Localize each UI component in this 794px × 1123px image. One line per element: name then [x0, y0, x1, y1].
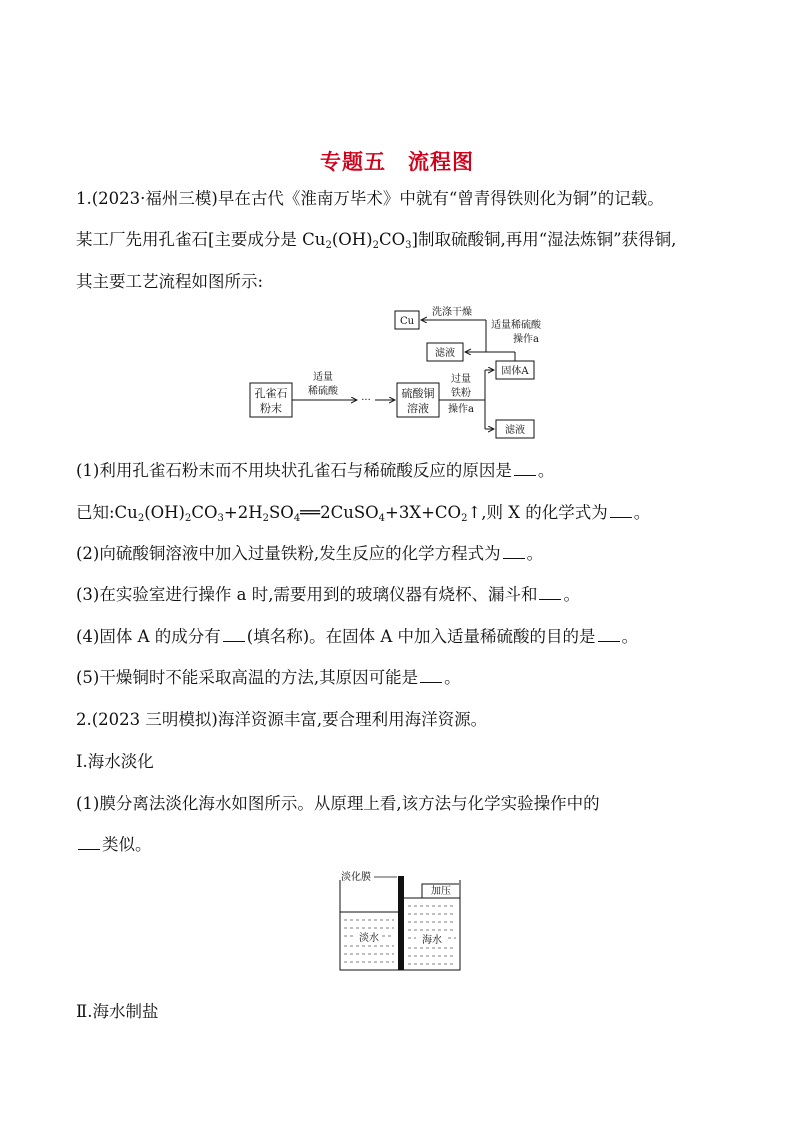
q2-sub1-line2: 类似。 [76, 834, 152, 856]
membrane [398, 876, 404, 970]
q2-sub1-line1: (1)膜分离法淡化海水如图所示。从原理上看,该方法与化学实验操作中的 [76, 794, 600, 813]
label-arrow4: 洗涤干燥 [432, 307, 472, 318]
label-arrow2-2: 铁粉 [451, 388, 471, 399]
q1-sub1: (1)利用孔雀石粉末而不用块状孔雀石与稀硫酸反应的原因是 。 [76, 461, 555, 480]
q1-sub4: (4)固体 A 的成分有 (填名称)。在固体 A 中加入适量稀硫酸的目的是 。 [76, 627, 639, 646]
label-arrow3-2: 操作a [513, 334, 539, 345]
label-arrow2-1: 过量 [451, 374, 471, 385]
answer-blank[interactable] [420, 668, 442, 683]
label-malachite-1: 孔雀石 [254, 387, 288, 400]
q1-intro-line3: 其主要工艺流程如图所示: [76, 272, 264, 291]
q1-sub3: (3)在实验室进行操作 a 时,需要用到的玻璃仪器有烧杯、漏斗和 。 [76, 585, 580, 604]
q1-intro-line2: 某工厂先用孔雀石[主要成分是 $Cu_2(OH)_2CO_3$]制取硫酸铜,再用“湿法炼铜”获得铜, [76, 230, 677, 251]
answer-blank[interactable] [539, 585, 561, 600]
q1-known-equation: 已知$:Cu_2(OH)_2CO_3+2H_2SO_4══2CuSO_4+3X+CO_2↑$,则 X 的化学式为 。 [76, 503, 651, 524]
label-malachite-2: 粉末 [260, 402, 282, 415]
label-arrow2-3: 操作a [448, 404, 474, 415]
answer-blank[interactable] [223, 627, 245, 642]
q2-section-2-heading: Ⅱ.海水制盐 [76, 1002, 159, 1021]
label-sea-water: 海水 [422, 935, 442, 946]
label-cuso4-1: 硫酸铜 [401, 387, 435, 400]
label-membrane: 淡化膜 [341, 872, 371, 883]
q2-section-1-heading: Ⅰ.海水淡化 [76, 752, 154, 771]
membrane-desalination-diagram [334, 868, 466, 978]
q2-intro: 2.(2023 三明模拟)海洋资源丰富,要合理利用海洋资源。 [76, 710, 488, 729]
answer-blank[interactable] [598, 627, 620, 642]
q1-sub5: (5)干燥铜时不能采取高温的方法,其原因可能是 。 [76, 668, 461, 687]
label-arrow1-2: 稀硫酸 [308, 386, 338, 397]
label-filtrate-top: 滤液 [435, 348, 455, 359]
label-arrow1-1: 适量 [313, 372, 333, 383]
label-fresh-water: 淡水 [359, 933, 379, 944]
label-arrow3-1: 适量稀硫酸 [491, 320, 541, 331]
label-pressure: 加压 [431, 886, 451, 897]
q1-intro-line1: 1.(2023·福州三模)早在古代《淮南万毕术》中就有“曾青得铁则化为铜”的记载。 [76, 189, 664, 208]
answer-blank[interactable] [610, 503, 632, 518]
label-cu: Cu [399, 316, 415, 327]
page-title: 专题五 流程图 [320, 150, 474, 174]
answer-blank[interactable] [503, 544, 525, 559]
label-filtrate-bottom: 滤液 [505, 425, 525, 436]
label-solid-a: 固体A [501, 366, 529, 377]
process-flowchart [240, 300, 570, 450]
answer-blank[interactable] [514, 461, 536, 476]
label-cuso4-2: 溶液 [407, 402, 429, 415]
answer-blank[interactable] [78, 835, 100, 850]
q1-sub2: (2)向硫酸铜溶液中加入过量铁粉,发生反应的化学方程式为 。 [76, 544, 544, 563]
label-dots: ··· [361, 395, 371, 406]
